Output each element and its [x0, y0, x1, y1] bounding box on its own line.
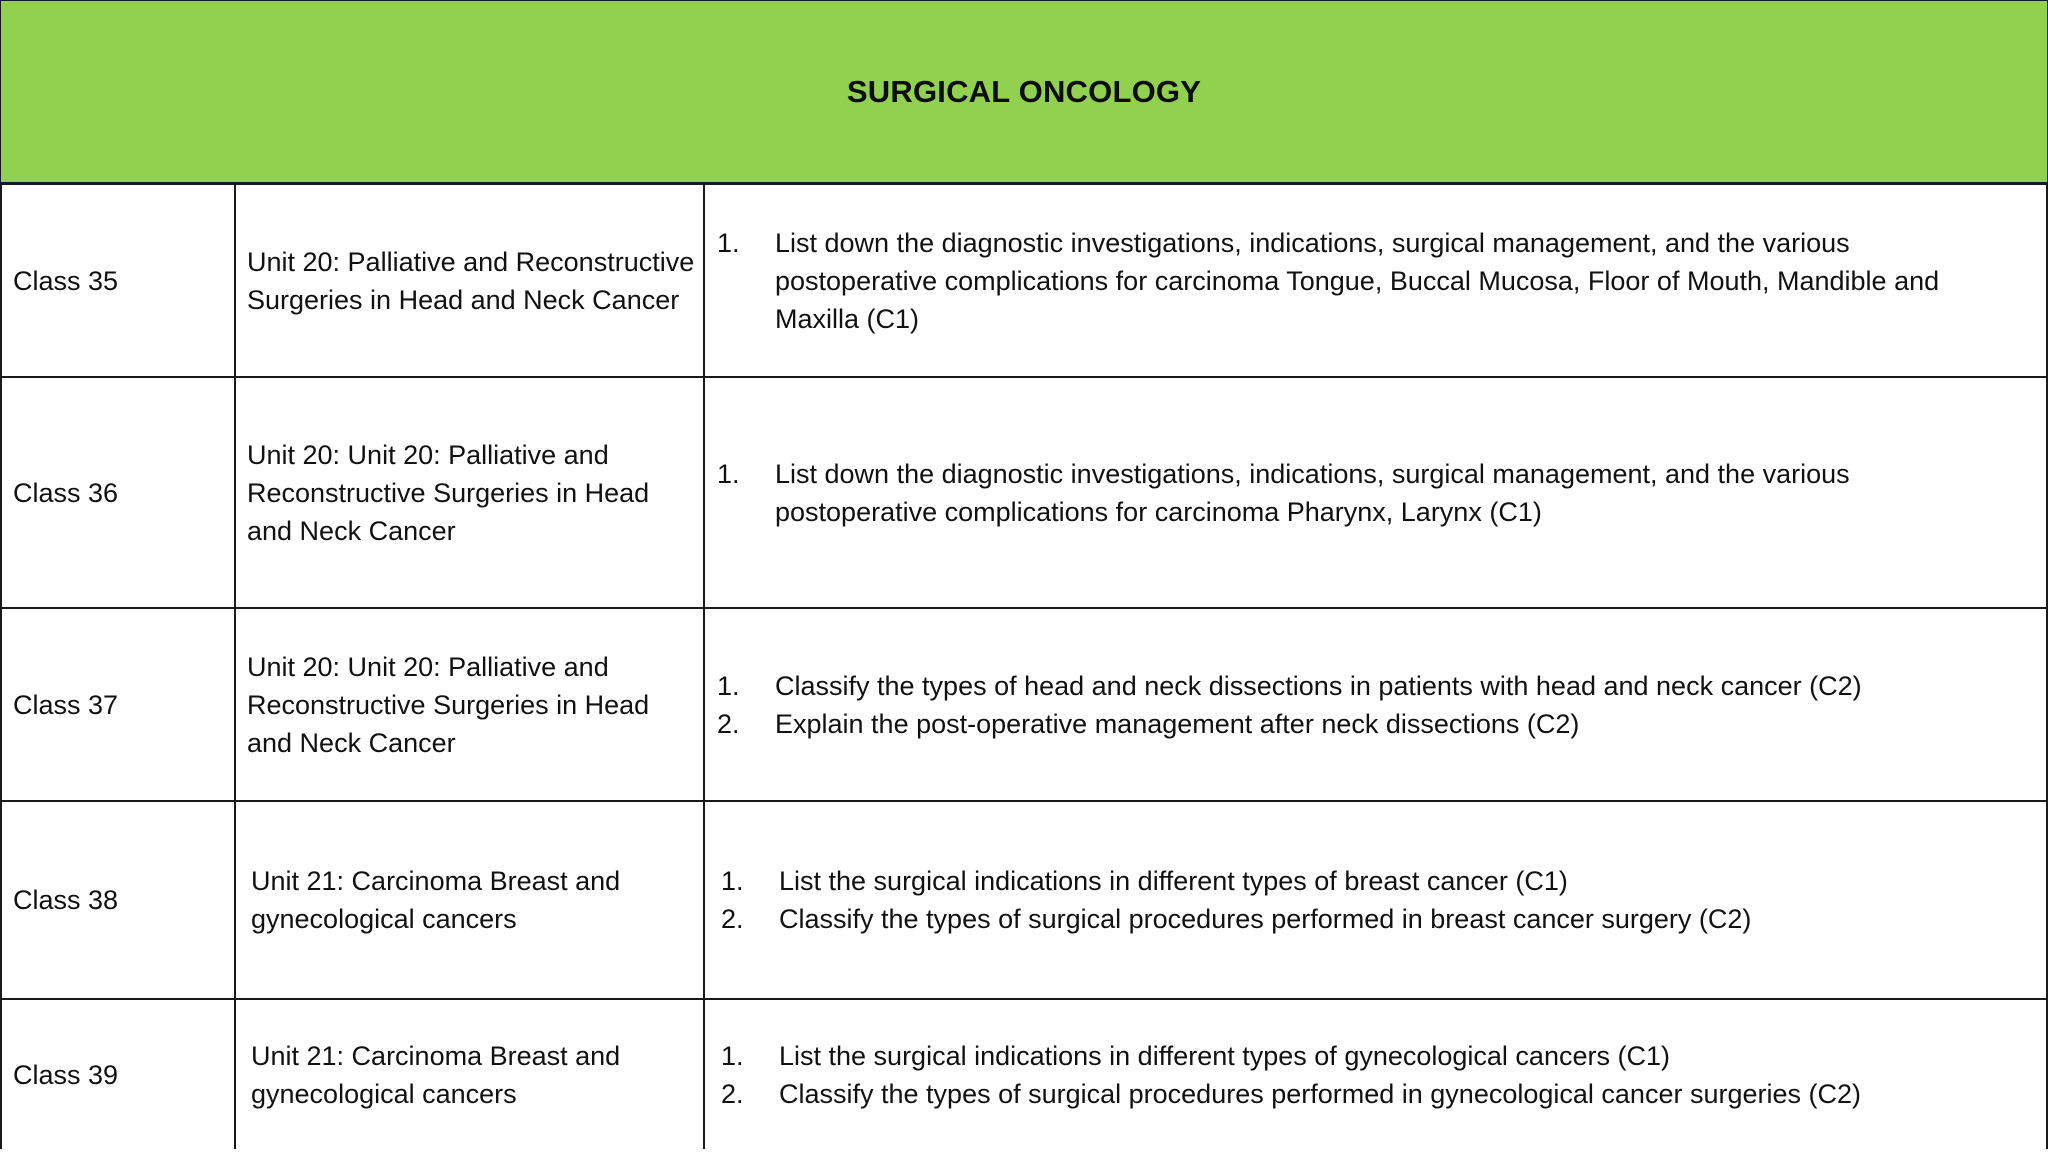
syllabus-table — [0, 183, 2048, 1149]
objectives-list — [717, 667, 2006, 743]
list-item — [721, 1075, 2006, 1113]
item-number: 1. — [717, 670, 740, 701]
table-row — [1, 608, 2047, 801]
item-text: Explain the post-operative management after neck dissections (C2) — [775, 708, 1580, 739]
list-item — [721, 1037, 2006, 1075]
unit-cell: Unit 21: Carcinoma Breast and gynecological cancers — [235, 801, 704, 999]
item-number: 2. — [717, 708, 740, 739]
list-item — [721, 900, 2006, 938]
list-item — [717, 455, 2006, 531]
item-text: List the surgical indications in different types of gynecological cancers (C1) — [779, 1040, 1670, 1071]
objectives-cell — [704, 377, 2047, 608]
table-row — [1, 999, 2047, 1149]
item-text: List down the diagnostic investigations, indications, surgical management, and the various postoperative complications for carcinoma Tongue, Buccal Mucosa, Floor of Mouth, Mandible and Maxilla (C1) — [775, 227, 1940, 334]
item-number: 2. — [721, 904, 744, 934]
item-text: Classify the types of head and neck dissections in patients with head and neck cancer (C2) — [775, 670, 1862, 701]
class-cell: Class 36 — [1, 377, 235, 608]
item-number: 1. — [717, 458, 740, 489]
unit-cell: Unit 20: Palliative and Reconstructive Surgeries in Head and Neck Cancer — [235, 184, 704, 377]
item-text: Classify the types of surgical procedures performed in breast cancer surgery (C2) — [779, 904, 1752, 934]
objectives-cell — [704, 608, 2047, 801]
item-number: 1. — [721, 866, 744, 896]
class-cell: Class 35 — [1, 184, 235, 377]
table-row — [1, 184, 2047, 377]
objectives-list — [717, 224, 2006, 338]
class-cell: Class 37 — [1, 608, 235, 801]
item-number: 1. — [721, 1040, 744, 1071]
objectives-cell — [704, 999, 2047, 1149]
item-number: 2. — [721, 1078, 744, 1109]
objectives-cell — [704, 801, 2047, 999]
list-item — [717, 667, 2006, 705]
header-banner — [0, 0, 2048, 183]
table-row — [1, 377, 2047, 608]
list-item — [717, 705, 2006, 743]
item-text: List the surgical indications in different types of breast cancer (C1) — [779, 866, 1568, 896]
table-row — [1, 801, 2047, 999]
unit-cell: Unit 20: Unit 20: Palliative and Reconstructive Surgeries in Head and Neck Cancer — [235, 608, 704, 801]
objectives-cell — [704, 184, 2047, 377]
unit-cell: Unit 20: Unit 20: Palliative and Reconstructive Surgeries in Head and Neck Cancer — [235, 377, 704, 608]
item-number: 1. — [717, 227, 740, 258]
unit-cell: Unit 21: Carcinoma Breast and gynecological cancers — [235, 999, 704, 1149]
page-title: SURGICAL ONCOLOGY — [846, 73, 1202, 109]
list-item — [721, 862, 2006, 900]
objectives-list — [721, 862, 2006, 938]
class-cell: Class 39 — [1, 999, 235, 1149]
objectives-list — [717, 455, 2006, 531]
objectives-list — [721, 1037, 2006, 1113]
class-cell: Class 38 — [1, 801, 235, 999]
item-text: List down the diagnostic investigations, indications, surgical management, and the various postoperative complications for carcinoma Pharynx, Larynx (C1) — [775, 458, 1850, 527]
item-text: Classify the types of surgical procedures performed in gynecological cancer surgeries (C2) — [779, 1078, 1861, 1109]
list-item — [717, 224, 2006, 338]
